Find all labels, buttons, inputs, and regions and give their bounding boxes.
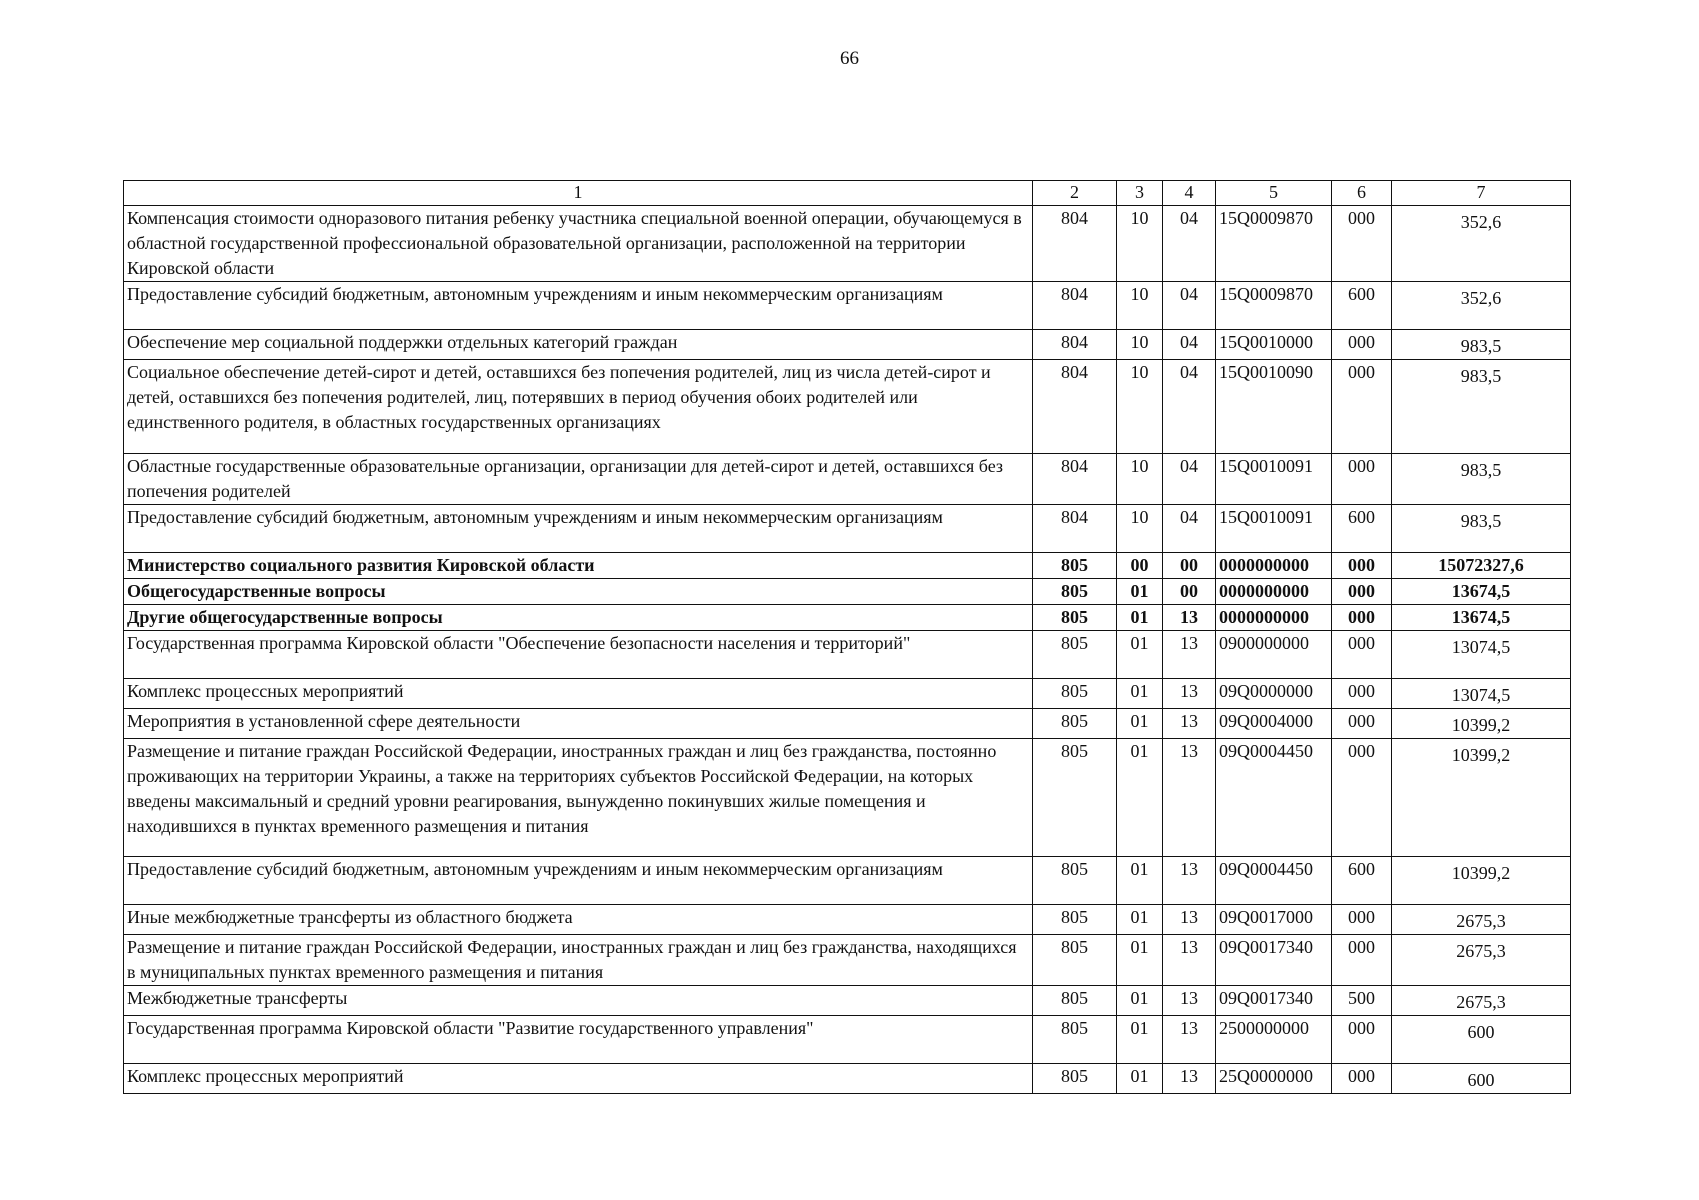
ministry-code-cell: 804 xyxy=(1033,206,1117,282)
target-article-cell: 09Q0017340 xyxy=(1216,986,1332,1016)
amount-cell: 983,5 xyxy=(1392,360,1571,454)
table-row xyxy=(124,282,1571,330)
amount-cell: 2675,3 xyxy=(1392,905,1571,935)
item-name-cell: Комплекс процессных мероприятий xyxy=(124,1064,1033,1094)
amount-cell: 13074,5 xyxy=(1392,679,1571,709)
table-row xyxy=(124,330,1571,360)
ministry-code-cell: 805 xyxy=(1033,553,1117,579)
column-header: 7 xyxy=(1392,181,1571,206)
column-header: 1 xyxy=(124,181,1033,206)
expense-type-cell: 000 xyxy=(1332,206,1392,282)
amount-cell: 2675,3 xyxy=(1392,986,1571,1016)
item-name-cell: Межбюджетные трансферты xyxy=(124,986,1033,1016)
target-article-cell: 2500000000 xyxy=(1216,1016,1332,1064)
subsection-code-cell: 04 xyxy=(1163,505,1216,553)
item-name-cell: Обеспечение мер социальной поддержки отдельных категорий граждан xyxy=(124,330,1033,360)
section-code-cell: 01 xyxy=(1117,935,1163,986)
ministry-code-cell: 805 xyxy=(1033,679,1117,709)
item-name-cell: Социальное обеспечение детей-сирот и детей, оставшихся без попечения родителей, лиц из числа детей-сирот и детей, оставшихся без попечения родителей, лиц, потерявших в период обучения обоих родителей или единственного родителя, в областных государственных организациях xyxy=(124,360,1033,454)
ministry-code-cell: 805 xyxy=(1033,857,1117,905)
section-code-cell: 01 xyxy=(1117,709,1163,739)
expense-type-cell: 000 xyxy=(1332,679,1392,709)
item-name-cell: Общегосударственные вопросы xyxy=(124,579,1033,605)
expense-type-cell: 000 xyxy=(1332,330,1392,360)
expense-type-cell: 600 xyxy=(1332,505,1392,553)
ministry-code-cell: 805 xyxy=(1033,631,1117,679)
subsection-code-cell: 00 xyxy=(1163,579,1216,605)
item-name-cell: Иные межбюджетные трансферты из областного бюджета xyxy=(124,905,1033,935)
amount-cell: 13674,5 xyxy=(1392,579,1571,605)
expense-type-cell: 500 xyxy=(1332,986,1392,1016)
target-article-cell: 09Q0004450 xyxy=(1216,739,1332,857)
target-article-cell: 0900000000 xyxy=(1216,631,1332,679)
section-code-cell: 01 xyxy=(1117,905,1163,935)
target-article-cell: 0000000000 xyxy=(1216,605,1332,631)
table-row xyxy=(124,579,1571,605)
item-name-cell: Размещение и питание граждан Российской Федерации, иностранных граждан и лиц без гражданства, постоянно проживающих на территории Украины, а также на территориях субъектов Российской Федерации, на которых введены максимальный и средний уровни реагирования, вынужденно покинувших жилые помещения и находившихся в пунктах временного размещения и питания xyxy=(124,739,1033,857)
table-row xyxy=(124,679,1571,709)
expense-type-cell: 000 xyxy=(1332,739,1392,857)
ministry-code-cell: 804 xyxy=(1033,505,1117,553)
target-article-cell: 09Q0000000 xyxy=(1216,679,1332,709)
item-name-cell: Размещение и питание граждан Российской Федерации, иностранных граждан и лиц без гражданства, находящихся в муниципальных пунктах временного размещения и питания xyxy=(124,935,1033,986)
amount-cell: 13674,5 xyxy=(1392,605,1571,631)
ministry-code-cell: 804 xyxy=(1033,282,1117,330)
subsection-code-cell: 13 xyxy=(1163,935,1216,986)
table-row xyxy=(124,709,1571,739)
expense-type-cell: 000 xyxy=(1332,579,1392,605)
subsection-code-cell: 13 xyxy=(1163,986,1216,1016)
item-name-cell: Министерство социального развития Кировской области xyxy=(124,553,1033,579)
table-row xyxy=(124,935,1571,986)
table-row xyxy=(124,905,1571,935)
section-code-cell: 10 xyxy=(1117,360,1163,454)
target-article-cell: 0000000000 xyxy=(1216,579,1332,605)
section-code-cell: 01 xyxy=(1117,579,1163,605)
amount-cell: 10399,2 xyxy=(1392,739,1571,857)
amount-cell: 983,5 xyxy=(1392,330,1571,360)
section-code-cell: 10 xyxy=(1117,206,1163,282)
table-row xyxy=(124,986,1571,1016)
column-header: 6 xyxy=(1332,181,1392,206)
expense-type-cell: 600 xyxy=(1332,282,1392,330)
expense-type-cell: 000 xyxy=(1332,553,1392,579)
item-name-cell: Компенсация стоимости одноразового питания ребенку участника специальной военной операции, обучающемуся в областной государственной профессиональной образовательной организации, расположенной на территории Кировской области xyxy=(124,206,1033,282)
ministry-code-cell: 805 xyxy=(1033,605,1117,631)
expense-type-cell: 000 xyxy=(1332,1064,1392,1094)
section-code-cell: 01 xyxy=(1117,1016,1163,1064)
column-header: 3 xyxy=(1117,181,1163,206)
item-name-cell: Государственная программа Кировской области "Развитие государственного управления" xyxy=(124,1016,1033,1064)
ministry-code-cell: 805 xyxy=(1033,709,1117,739)
target-article-cell: 09Q0004000 xyxy=(1216,709,1332,739)
ministry-code-cell: 805 xyxy=(1033,579,1117,605)
table-row xyxy=(124,206,1571,282)
target-article-cell: 15Q0009870 xyxy=(1216,206,1332,282)
column-header: 4 xyxy=(1163,181,1216,206)
table-row xyxy=(124,1064,1571,1094)
column-header: 5 xyxy=(1216,181,1332,206)
expense-type-cell: 000 xyxy=(1332,935,1392,986)
expense-type-cell: 000 xyxy=(1332,631,1392,679)
section-code-cell: 00 xyxy=(1117,553,1163,579)
amount-cell: 13074,5 xyxy=(1392,631,1571,679)
target-article-cell: 15Q0010091 xyxy=(1216,454,1332,505)
section-code-cell: 01 xyxy=(1117,857,1163,905)
ministry-code-cell: 805 xyxy=(1033,739,1117,857)
ministry-code-cell: 804 xyxy=(1033,330,1117,360)
subsection-code-cell: 13 xyxy=(1163,709,1216,739)
section-code-cell: 10 xyxy=(1117,454,1163,505)
section-code-cell: 10 xyxy=(1117,330,1163,360)
section-code-cell: 01 xyxy=(1117,631,1163,679)
table-row xyxy=(124,631,1571,679)
expense-type-cell: 000 xyxy=(1332,360,1392,454)
table-row xyxy=(124,360,1571,454)
ministry-code-cell: 805 xyxy=(1033,1064,1117,1094)
target-article-cell: 15Q0010000 xyxy=(1216,330,1332,360)
item-name-cell: Другие общегосударственные вопросы xyxy=(124,605,1033,631)
amount-cell: 2675,3 xyxy=(1392,935,1571,986)
amount-cell: 983,5 xyxy=(1392,505,1571,553)
amount-cell: 600 xyxy=(1392,1064,1571,1094)
ministry-code-cell: 804 xyxy=(1033,454,1117,505)
target-article-cell: 09Q0017340 xyxy=(1216,935,1332,986)
amount-cell: 10399,2 xyxy=(1392,857,1571,905)
subsection-code-cell: 13 xyxy=(1163,857,1216,905)
subsection-code-cell: 13 xyxy=(1163,631,1216,679)
item-name-cell: Государственная программа Кировской области "Обеспечение безопасности населения и территорий" xyxy=(124,631,1033,679)
budget-table xyxy=(123,180,1571,1094)
subsection-code-cell: 04 xyxy=(1163,360,1216,454)
section-code-cell: 01 xyxy=(1117,605,1163,631)
expense-type-cell: 000 xyxy=(1332,709,1392,739)
ministry-code-cell: 805 xyxy=(1033,1016,1117,1064)
item-name-cell: Предоставление субсидий бюджетным, автономным учреждениям и иным некоммерческим организациям xyxy=(124,857,1033,905)
table-row xyxy=(124,553,1571,579)
section-code-cell: 01 xyxy=(1117,1064,1163,1094)
amount-cell: 352,6 xyxy=(1392,206,1571,282)
ministry-code-cell: 805 xyxy=(1033,905,1117,935)
item-name-cell: Мероприятия в установленной сфере деятельности xyxy=(124,709,1033,739)
subsection-code-cell: 04 xyxy=(1163,206,1216,282)
expense-type-cell: 000 xyxy=(1332,1016,1392,1064)
amount-cell: 983,5 xyxy=(1392,454,1571,505)
target-article-cell: 09Q0017000 xyxy=(1216,905,1332,935)
amount-cell: 352,6 xyxy=(1392,282,1571,330)
section-code-cell: 01 xyxy=(1117,679,1163,709)
subsection-code-cell: 13 xyxy=(1163,1016,1216,1064)
subsection-code-cell: 04 xyxy=(1163,282,1216,330)
ministry-code-cell: 805 xyxy=(1033,986,1117,1016)
section-code-cell: 01 xyxy=(1117,986,1163,1016)
subsection-code-cell: 13 xyxy=(1163,739,1216,857)
section-code-cell: 01 xyxy=(1117,739,1163,857)
subsection-code-cell: 13 xyxy=(1163,905,1216,935)
subsection-code-cell: 00 xyxy=(1163,553,1216,579)
target-article-cell: 09Q0004450 xyxy=(1216,857,1332,905)
amount-cell: 600 xyxy=(1392,1016,1571,1064)
item-name-cell: Предоставление субсидий бюджетным, автономным учреждениям и иным некоммерческим организациям xyxy=(124,282,1033,330)
subsection-code-cell: 13 xyxy=(1163,679,1216,709)
subsection-code-cell: 04 xyxy=(1163,330,1216,360)
target-article-cell: 15Q0009870 xyxy=(1216,282,1332,330)
table-row xyxy=(124,1016,1571,1064)
table-row xyxy=(124,857,1571,905)
amount-cell: 15072327,6 xyxy=(1392,553,1571,579)
subsection-code-cell: 04 xyxy=(1163,454,1216,505)
section-code-cell: 10 xyxy=(1117,505,1163,553)
column-header: 2 xyxy=(1033,181,1117,206)
expense-type-cell: 600 xyxy=(1332,857,1392,905)
table-row xyxy=(124,605,1571,631)
expense-type-cell: 000 xyxy=(1332,905,1392,935)
amount-cell: 10399,2 xyxy=(1392,709,1571,739)
expense-type-cell: 000 xyxy=(1332,605,1392,631)
table-row xyxy=(124,505,1571,553)
ministry-code-cell: 804 xyxy=(1033,360,1117,454)
subsection-code-cell: 13 xyxy=(1163,1064,1216,1094)
ministry-code-cell: 805 xyxy=(1033,935,1117,986)
item-name-cell: Областные государственные образовательные организации, организации для детей-сирот и детей, оставшихся без попечения родителей xyxy=(124,454,1033,505)
table-row xyxy=(124,454,1571,505)
item-name-cell: Предоставление субсидий бюджетным, автономным учреждениям и иным некоммерческим организациям xyxy=(124,505,1033,553)
target-article-cell: 25Q0000000 xyxy=(1216,1064,1332,1094)
target-article-cell: 0000000000 xyxy=(1216,553,1332,579)
target-article-cell: 15Q0010091 xyxy=(1216,505,1332,553)
table-row xyxy=(124,739,1571,857)
section-code-cell: 10 xyxy=(1117,282,1163,330)
target-article-cell: 15Q0010090 xyxy=(1216,360,1332,454)
subsection-code-cell: 13 xyxy=(1163,605,1216,631)
page-number: 66 xyxy=(840,48,859,69)
expense-type-cell: 000 xyxy=(1332,454,1392,505)
header-row xyxy=(124,181,1571,206)
item-name-cell: Комплекс процессных мероприятий xyxy=(124,679,1033,709)
